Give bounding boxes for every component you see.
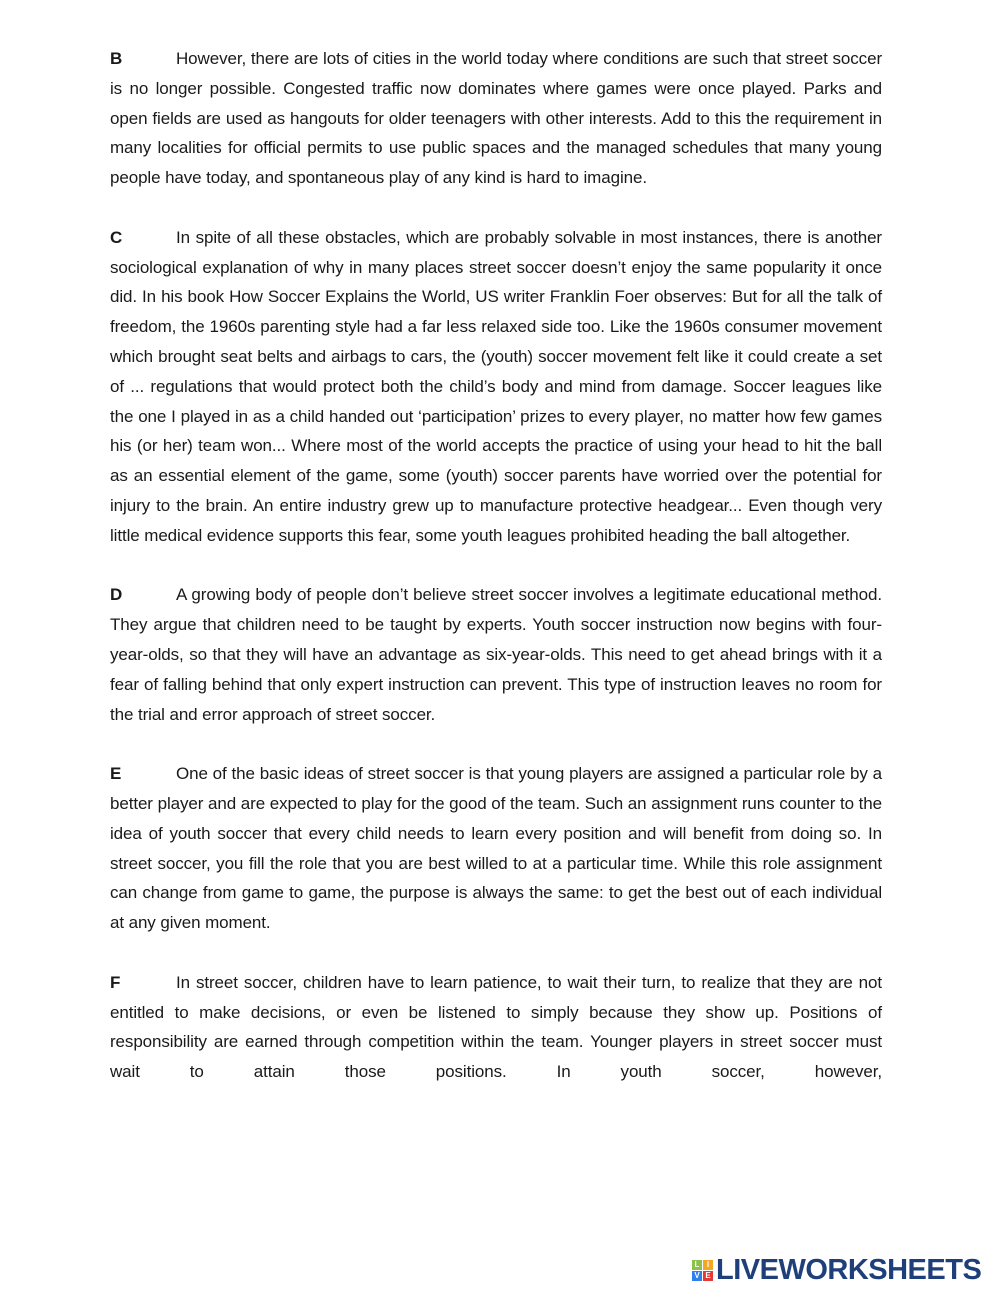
paragraph-text: One of the basic ideas of street soccer is that young players are assigned a particular role by a better player and are expected to play for the good of the team. Such an assignment runs counter to the idea of youth soccer that every child needs to learn every position and will benefit from doing so. In street soccer, you fill the role that you are best willed to at a particular time. While this role assignment can change from game to game, the purpose is always the same: to get the best out of each individual at any given moment. bbox=[110, 764, 882, 933]
paragraph-e bbox=[110, 759, 882, 938]
liveworksheets-logo bbox=[692, 1254, 981, 1287]
logo-tile: I bbox=[703, 1260, 713, 1270]
paragraph-label: B bbox=[110, 49, 123, 68]
paragraph-text: However, there are lots of cities in the world today where conditions are such that street soccer is no longer possible. Congested traffic now dominates where games were once played. Parks and open fields are used as hangouts for older teenagers with other interests. Add to this the requirement in many localities for official permits to use public spaces and the managed schedules that many young people have today, and spontaneous play of any kind is hard to imagine. bbox=[110, 49, 882, 188]
paragraph-b bbox=[110, 44, 882, 193]
paragraph-text: In spite of all these obstacles, which are probably solvable in most instances, there is another sociological explanation of why in many places street soccer doesn’t enjoy the same popularity it once did. In his book How Soccer Explains the World, US writer Franklin Foer observes: But for all the talk of freedom, the 1960s parenting style had a far less relaxed side too. Like the 1960s consumer movement which brought seat belts and airbags to cars, the (youth) soccer movement felt like it could create a set of ... regulations that would protect both the child’s body and mind from damage. Soccer leagues like the one I played in as a child handed out ‘participation’ prizes to every player, no matter how few games his (or her) team won... Where most of the world accepts the practice of using your head to hit the ball as an essential element of the game, some (youth) soccer parents have worried over the potential for injury to the brain. An entire industry grew up to manufacture protective headgear... Even though very little medical evidence supports this fear, some youth leagues prohibited heading the ball altogether. bbox=[110, 227, 882, 545]
logo-tile: V bbox=[692, 1271, 702, 1281]
paragraph-label: D bbox=[110, 585, 123, 605]
paragraph-text: In street soccer, children have to learn patience, to wait their turn, to realize that they are not entitled to make decisions, or even be listened to simply because they show up. Positions of responsibility are earned through competition within the team. Younger players in street soccer must wait to attain those positions. In youth soccer, however, bbox=[110, 972, 882, 1082]
paragraph-text: A growing body of people don’t believe street soccer involves a legitimate educational method. They argue that children need to be taught by experts. Youth soccer instruction now begins with four-year-olds, so that they will have an advantage as six-year-olds. This need to get ahead brings with it a fear of falling behind that only expert instruction can prevent. This type of instruction leaves no room for the trial and error approach of street soccer. bbox=[110, 585, 882, 724]
logo-tile: E bbox=[703, 1271, 713, 1281]
logo-tile: L bbox=[692, 1260, 702, 1270]
paragraph-label: E bbox=[110, 764, 122, 784]
document-page bbox=[110, 44, 882, 1117]
paragraph-f bbox=[110, 968, 882, 1087]
paragraph-label: C bbox=[110, 227, 123, 247]
paragraph-d bbox=[110, 580, 882, 729]
paragraph-label: F bbox=[110, 972, 121, 992]
logo-text: LIVEWORKSHEETS bbox=[716, 1254, 982, 1286]
paragraph-c bbox=[110, 223, 882, 551]
logo-tiles-icon bbox=[692, 1260, 713, 1281]
